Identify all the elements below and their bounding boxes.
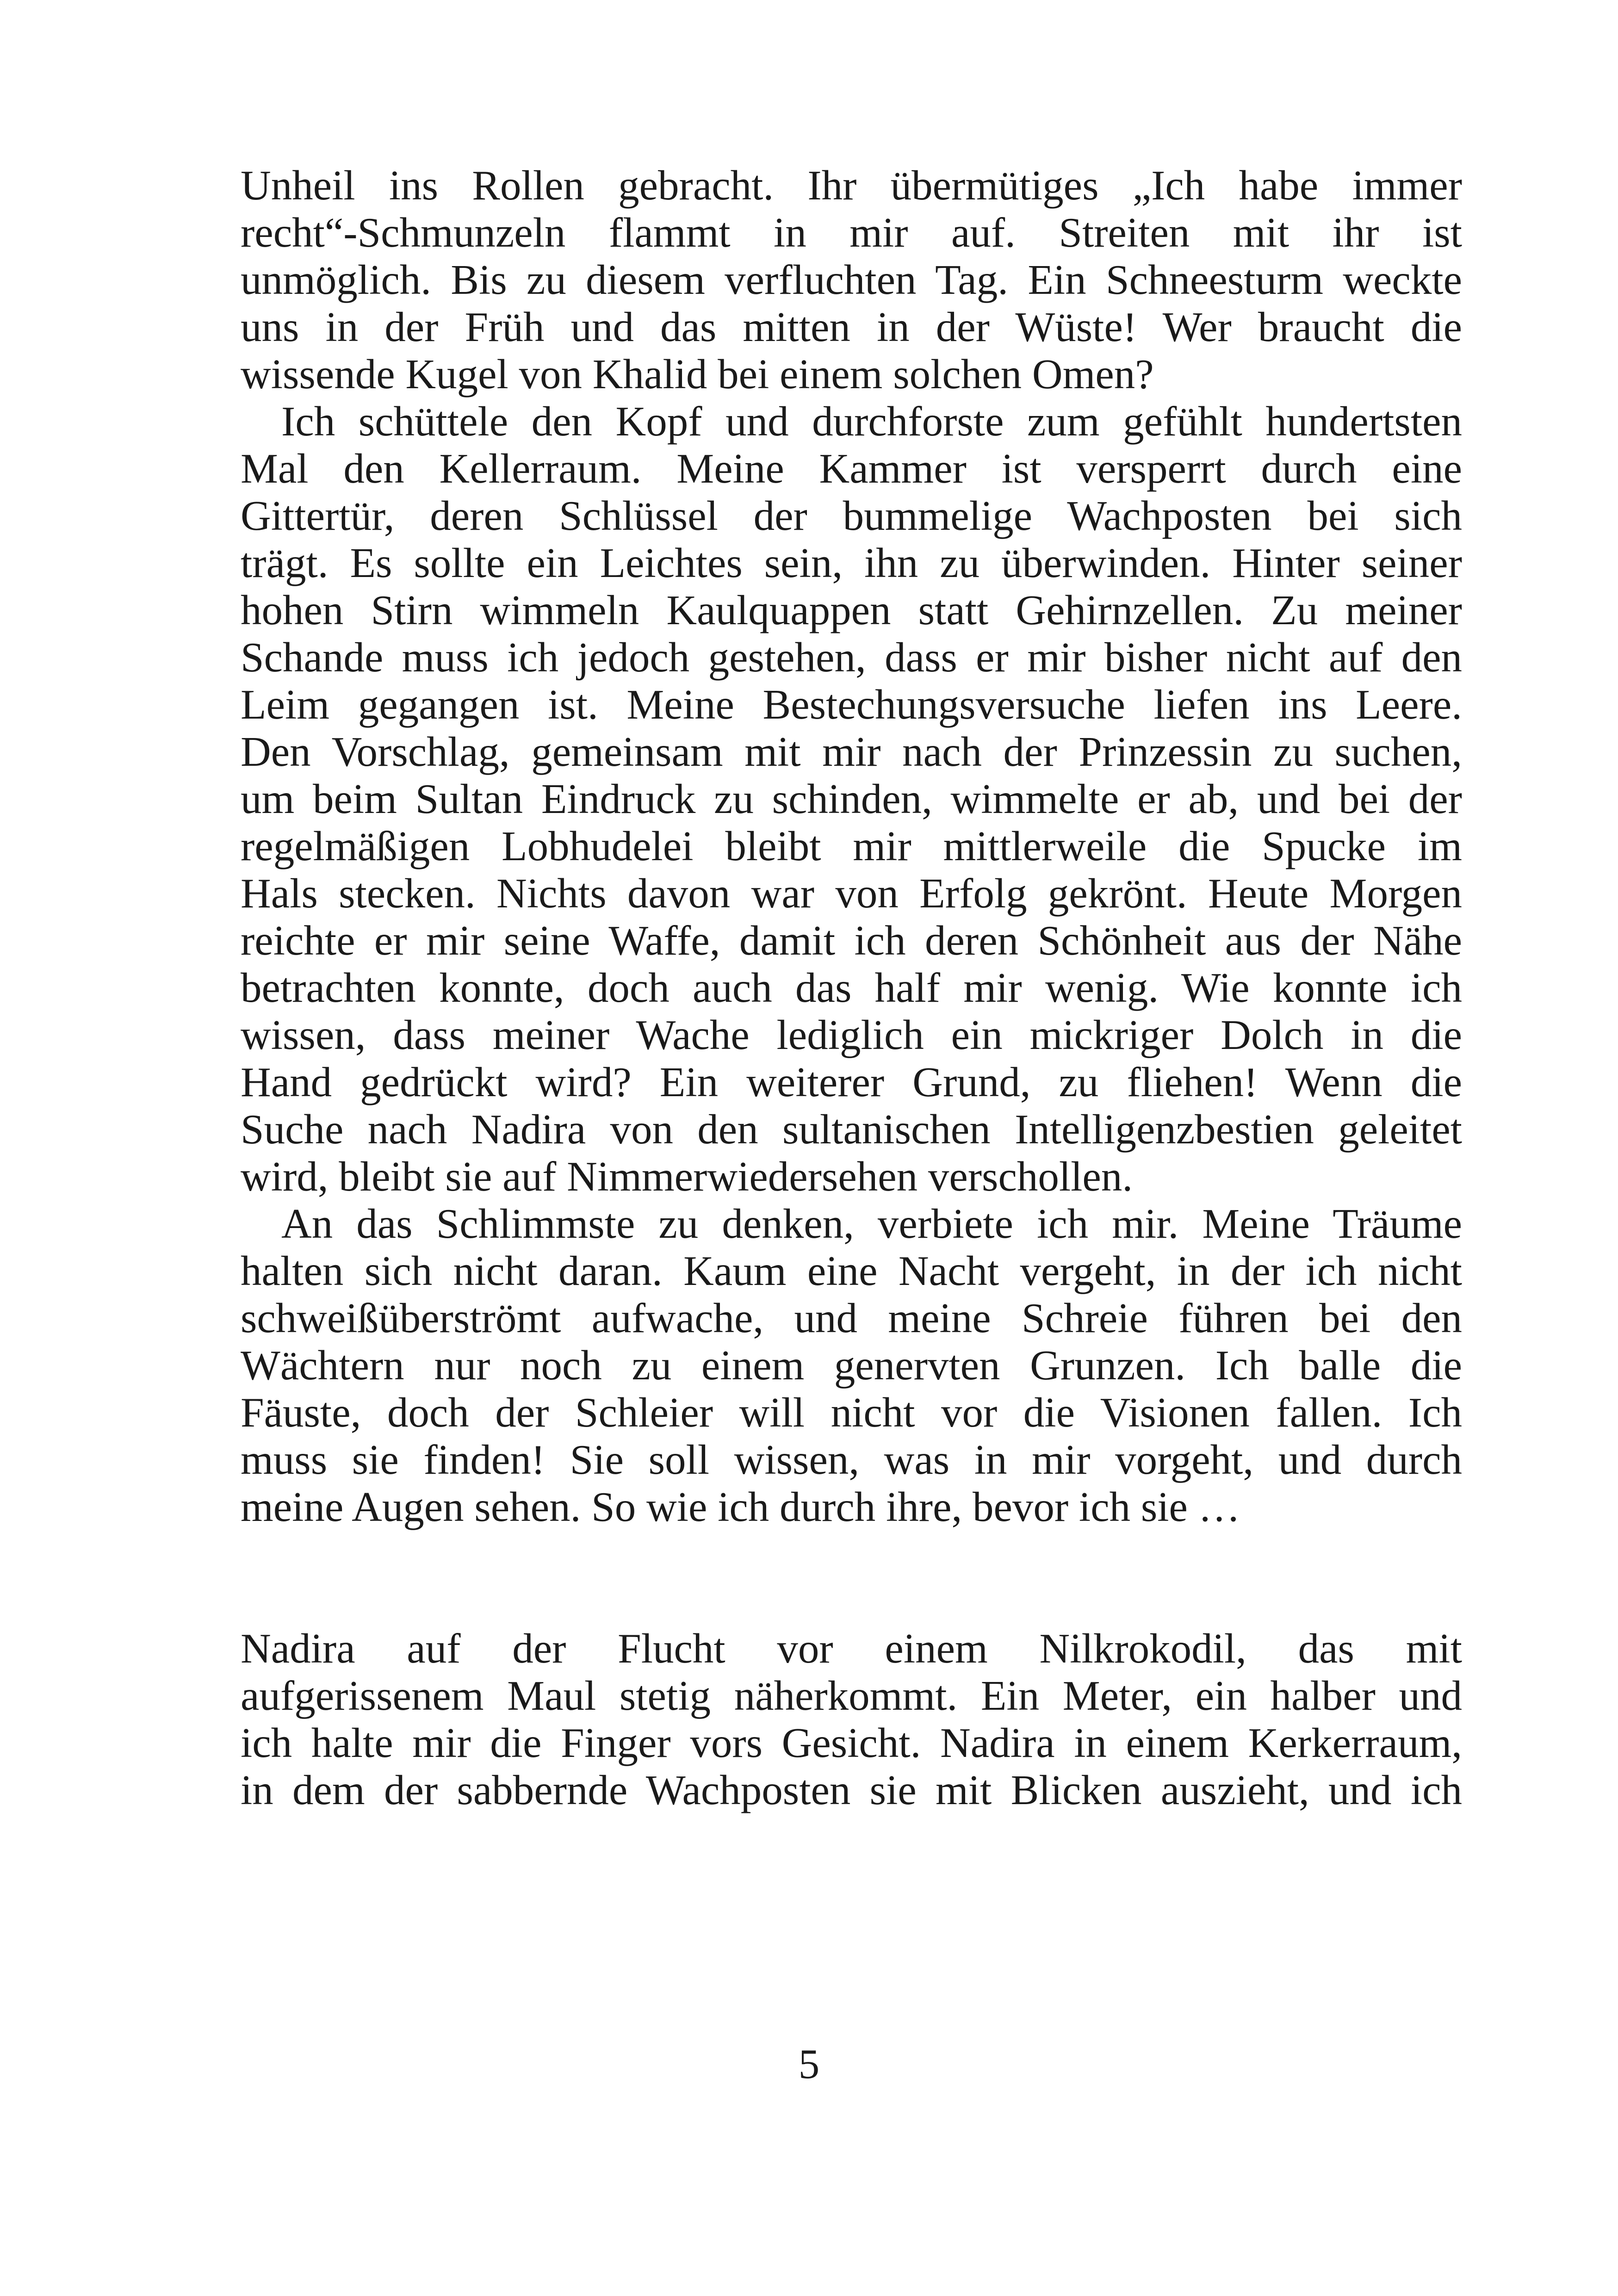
text-line: Den Vorschlag, gemeinsam mit mir nach der Prinzessin zu suchen, xyxy=(241,728,1462,775)
text-line: wissen, dass meiner Wache lediglich ein mickriger Dolch in die xyxy=(241,1011,1462,1058)
paragraph xyxy=(241,162,1462,398)
page-number: 5 xyxy=(798,2041,820,2087)
text-line: recht“-Schmunzeln flammt in mir auf. Streiten mit ihr ist xyxy=(241,209,1462,256)
text-line: Hals stecken. Nichts davon war von Erfolg gekrönt. Heute Morgen xyxy=(241,870,1462,917)
text-line: aufgerissenem Maul stetig näherkommt. Ein Meter, ein halber und xyxy=(241,1672,1462,1719)
text-line: uns in der Früh und das mitten in der Wüste! Wer braucht die xyxy=(241,304,1462,350)
text-line: reichte er mir seine Waffe, damit ich deren Schönheit aus der Nähe xyxy=(241,917,1462,964)
text-line: Leim gegangen ist. Meine Bestechungsversuche liefen ins Leere. xyxy=(241,681,1462,728)
text-line: meine Augen sehen. So wie ich durch ihre, bevor ich sie … xyxy=(241,1483,1240,1530)
text-line: schweißüberströmt aufwache, und meine Schreie führen bei den xyxy=(241,1295,1462,1341)
text-line: betrachten konnte, doch auch das half mir wenig. Wie konnte ich xyxy=(241,964,1462,1011)
text-line: Suche nach Nadira von den sultanischen Intelligenzbestien geleitet xyxy=(241,1106,1462,1153)
text-line: Gittertür, deren Schlüssel der bummelige Wachposten bei sich xyxy=(241,492,1462,539)
paragraph xyxy=(241,398,1462,1200)
text-line: An das Schlimmste zu denken, verbiete ich mir. Meine Träume xyxy=(281,1200,1462,1247)
body-text xyxy=(241,162,1462,1814)
paragraph xyxy=(241,1200,1462,1531)
text-line: wird, bleibt sie auf Nimmerwiedersehen verschollen. xyxy=(241,1153,1133,1200)
text-line: trägt. Es sollte ein Leichtes sein, ihn zu überwinden. Hinter seiner xyxy=(241,540,1462,586)
text-line: Wächtern nur noch zu einem genervten Grunzen. Ich balle die xyxy=(241,1342,1462,1389)
text-line: Hand gedrückt wird? Ein weiterer Grund, zu fliehen! Wenn die xyxy=(241,1059,1462,1105)
paragraph xyxy=(241,1625,1462,1814)
text-line: Schande muss ich jedoch gestehen, dass er mir bisher nicht auf den xyxy=(241,634,1462,681)
text-line: wissende Kugel von Khalid bei einem solchen Omen? xyxy=(241,351,1154,397)
text-line: Fäuste, doch der Schleier will nicht vor die Visionen fallen. Ich xyxy=(241,1389,1462,1436)
text-line: Unheil ins Rollen gebracht. Ihr übermütiges „Ich habe immer xyxy=(241,162,1462,209)
text-line: muss sie finden! Sie soll wissen, was in mir vorgeht, und durch xyxy=(241,1436,1462,1483)
text-line: ich halte mir die Finger vors Gesicht. Nadira in einem Kerkerraum, xyxy=(241,1719,1462,1766)
text-line: Nadira auf der Flucht vor einem Nilkrokodil, das mit xyxy=(241,1625,1462,1672)
text-line: Ich schüttele den Kopf und durchforste zum gefühlt hundertsten xyxy=(281,398,1462,445)
text-line: hohen Stirn wimmeln Kaulquappen statt Gehirnzellen. Zu meiner xyxy=(241,587,1462,633)
text-line: Mal den Kellerraum. Meine Kammer ist versperrt durch eine xyxy=(241,445,1462,492)
section-break xyxy=(241,1531,1462,1625)
text-line: in dem der sabbernde Wachposten sie mit Blicken auszieht, und ich xyxy=(241,1767,1462,1813)
text-line: halten sich nicht daran. Kaum eine Nacht vergeht, in der ich nicht xyxy=(241,1247,1462,1294)
text-line: unmöglich. Bis zu diesem verfluchten Tag. Ein Schneesturm weckte xyxy=(241,256,1462,303)
text-line: um beim Sultan Eindruck zu schinden, wimmelte er ab, und bei der xyxy=(241,776,1462,822)
text-line: regelmäßigen Lobhudelei bleibt mir mittlerweile die Spucke im xyxy=(241,823,1462,869)
